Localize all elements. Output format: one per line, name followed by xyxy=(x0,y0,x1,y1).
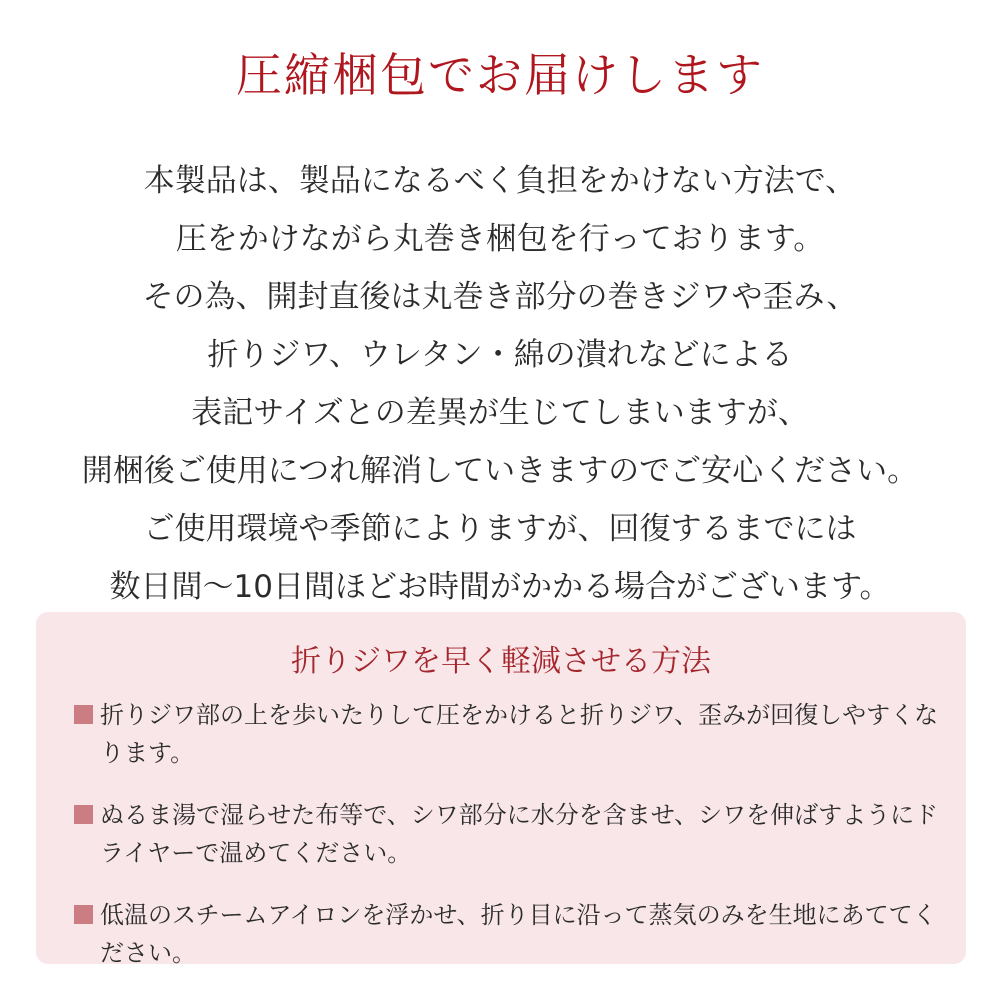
intro-text xyxy=(40,152,960,616)
intro-line: 表記サイズとの差異が生じてしまいますが、 xyxy=(191,395,809,431)
list-item xyxy=(74,896,944,972)
intro-line: 開梱後ご使用につれ解消していきますのでご安心ください。 xyxy=(81,453,919,489)
intro-line: 折りジワ、ウレタン・綿の潰れなどによる xyxy=(207,337,793,373)
intro-line: 圧をかけながら丸巻き梱包を行っております。 xyxy=(175,221,825,257)
tips-heading: 折りジワを早く軽減させる方法 xyxy=(291,644,711,679)
square-bullet-icon xyxy=(74,805,93,824)
tips-box xyxy=(36,612,966,967)
list-item xyxy=(74,796,944,872)
intro-line: 数日間〜10日間ほどお時間がかかる場合がございます。 xyxy=(109,569,891,605)
intro-line: 本製品は、製品になるべく負担をかけない方法で、 xyxy=(143,163,857,199)
square-bullet-icon xyxy=(74,905,93,924)
tip-text: 低温のスチームアイロンを浮かせ、折り目に沿って蒸気のみを生地にあててください。 xyxy=(100,901,937,967)
tip-text: 折りジワ部の上を歩いたりして圧をかけると折りジワ、歪みが回復しやすくなります。 xyxy=(100,701,939,767)
square-bullet-icon xyxy=(74,705,93,724)
intro-line: その為、開封直後は丸巻き部分の巻きジワや歪み、 xyxy=(142,279,858,315)
intro-line: ご使用環境や季節によりますが、回復するまでには xyxy=(143,511,857,547)
list-item xyxy=(74,696,944,772)
tips-list xyxy=(74,696,944,996)
page-title: 圧縮梱包でお届けします xyxy=(236,48,764,102)
tip-text: ぬるま湯で湿らせた布等で、シワ部分に水分を含ませ、シワを伸ばすようにドライヤーで温めてください。 xyxy=(100,801,939,867)
